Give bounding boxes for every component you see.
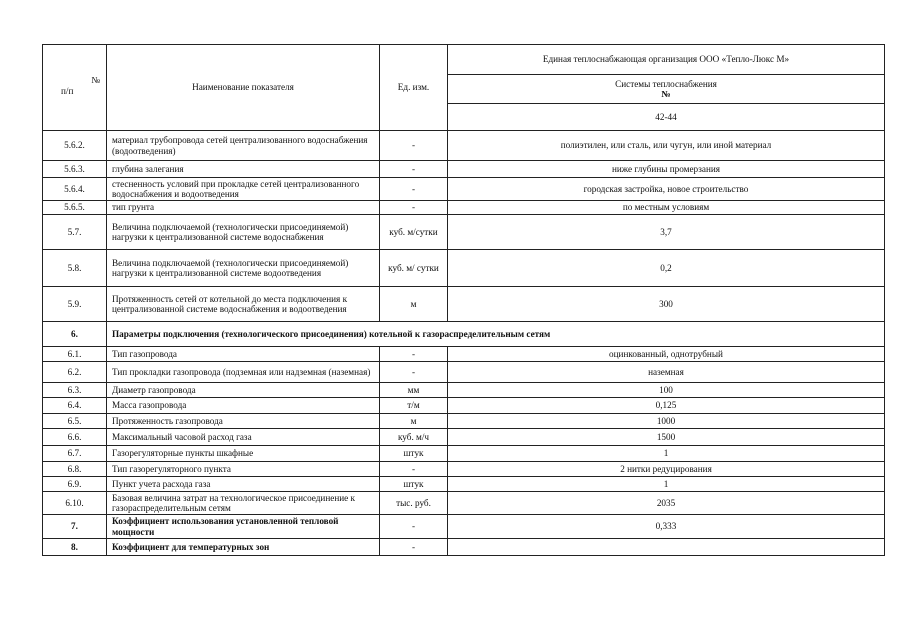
section-row (43, 322, 885, 347)
indicator-value: 2 нитки редуцирования (448, 462, 885, 477)
row-number: 5.7. (43, 215, 107, 250)
indicator-unit: куб. м/сутки (380, 215, 448, 250)
indicator-value: наземная (448, 362, 885, 383)
indicator-name: Пункт учета расхода газа (107, 477, 380, 492)
table-row (43, 362, 885, 383)
table-row (43, 398, 885, 414)
row-number: 5.6.5. (43, 201, 107, 215)
header-system-id-cell: 42-44 (448, 104, 885, 131)
row-number: 5.9. (43, 287, 107, 322)
table-row (43, 492, 885, 515)
table-row (43, 250, 885, 287)
table-row (43, 383, 885, 398)
indicator-name: Величина подключаемой (технологически присоединяемой) нагрузки к централизованной системе водоотведения (107, 250, 380, 287)
table-row (43, 131, 885, 161)
row-number: 6.2. (43, 362, 107, 383)
header-row-1 (43, 45, 885, 75)
row-number: 6.5. (43, 414, 107, 429)
table-row (43, 539, 885, 556)
indicator-name: Тип газорегуляторного пункта (107, 462, 380, 477)
indicator-name: Величина подключаемой (технологически присоединяемой) нагрузки к централизованной системе водоснабжения (107, 215, 380, 250)
indicator-name: Газорегуляторные пункты шкафные (107, 446, 380, 462)
table-row (43, 477, 885, 492)
indicators-table-body (43, 45, 885, 556)
table-row (43, 161, 885, 178)
header-org-cell: Единая теплоснабжающая организация ООО «Тепло-Люкс М» (448, 45, 885, 75)
indicator-value: 100 (448, 383, 885, 398)
indicator-name: Максимальный часовой расход газа (107, 429, 380, 446)
indicators-table (42, 44, 885, 556)
table-row (43, 414, 885, 429)
row-number: 6.6. (43, 429, 107, 446)
indicator-unit: - (380, 201, 448, 215)
row-number: 6.4. (43, 398, 107, 414)
indicator-unit: м (380, 414, 448, 429)
indicator-name: Коэффициент для температурных зон (107, 539, 380, 556)
indicator-name: Базовая величина затрат на технологическое присоединение к газораспределительным сетям (107, 492, 380, 515)
table-row (43, 287, 885, 322)
indicator-value: по местным условиям (448, 201, 885, 215)
indicator-unit: штук (380, 446, 448, 462)
row-number: 7. (43, 515, 107, 539)
indicator-value: оцинкованный, однотрубный (448, 347, 885, 362)
indicator-unit: - (380, 161, 448, 178)
indicator-name: стесненность условий при прокладке сетей централизованного водоснабжения и водоотведения (107, 178, 380, 201)
indicator-unit: штук (380, 477, 448, 492)
header-num-symbol: № (91, 75, 100, 85)
indicator-value: 1 (448, 477, 885, 492)
indicator-unit: - (380, 515, 448, 539)
table-row (43, 201, 885, 215)
row-number: 6.10. (43, 492, 107, 515)
indicator-unit: м (380, 287, 448, 322)
indicator-unit: - (380, 462, 448, 477)
row-number: 5.8. (43, 250, 107, 287)
indicator-unit: - (380, 178, 448, 201)
row-number: 6. (43, 322, 107, 347)
indicator-value: 1000 (448, 414, 885, 429)
indicator-value: городская застройка, новое строительство (448, 178, 885, 201)
indicator-unit: куб. м/ сутки (380, 250, 448, 287)
indicator-unit: тыс. руб. (380, 492, 448, 515)
row-number: 5.6.2. (43, 131, 107, 161)
indicator-name: Диаметр газопровода (107, 383, 380, 398)
indicator-unit: - (380, 362, 448, 383)
row-number: 6.3. (43, 383, 107, 398)
indicator-value: ниже глубины промерзания (448, 161, 885, 178)
indicator-value: 300 (448, 287, 885, 322)
indicator-unit: - (380, 347, 448, 362)
header-systems-label: Системы теплоснабжения (615, 78, 717, 89)
indicator-value: 1500 (448, 429, 885, 446)
table-row (43, 515, 885, 539)
indicator-name: глубина залегания (107, 161, 380, 178)
indicator-value: 0,125 (448, 398, 885, 414)
row-number: 8. (43, 539, 107, 556)
indicator-value: 2035 (448, 492, 885, 515)
row-number: 6.7. (43, 446, 107, 462)
indicator-unit: т/м (380, 398, 448, 414)
row-number: 5.6.4. (43, 178, 107, 201)
row-number: 6.8. (43, 462, 107, 477)
indicator-unit: - (380, 539, 448, 556)
indicator-name: тип грунта (107, 201, 380, 215)
header-num-cell (43, 45, 107, 131)
indicator-unit: мм (380, 383, 448, 398)
indicator-value: 3,7 (448, 215, 885, 250)
indicator-unit: - (380, 131, 448, 161)
indicator-value: 1 (448, 446, 885, 462)
indicator-name: материал трубопровода сетей централизованного водоснабжения (водоотведения) (107, 131, 380, 161)
row-number: 5.6.3. (43, 161, 107, 178)
indicator-name: Протяженность газопровода (107, 414, 380, 429)
indicator-value: 0,2 (448, 250, 885, 287)
header-num-pp: п/п (61, 86, 74, 96)
table-row (43, 446, 885, 462)
indicator-value: 0,333 (448, 515, 885, 539)
header-unit-cell: Ед. изм. (380, 45, 448, 131)
table-row (43, 178, 885, 201)
section-title: Параметры подключения (технологического присоединения) котельной к газораспределительным сетям (107, 322, 885, 347)
header-systems-no: № (661, 89, 671, 99)
indicator-name: Масса газопровода (107, 398, 380, 414)
row-number: 6.1. (43, 347, 107, 362)
table-row (43, 429, 885, 446)
indicator-name: Тип газопровода (107, 347, 380, 362)
header-name-cell: Наименование показателя (107, 45, 380, 131)
header-systems-cell (448, 75, 885, 104)
table-row (43, 462, 885, 477)
row-number: 6.9. (43, 477, 107, 492)
indicator-name: Коэффициент использования установленной тепловой мощности (107, 515, 380, 539)
indicator-name: Тип прокладки газопровода (подземная или надземная (наземная) (107, 362, 380, 383)
table-row (43, 215, 885, 250)
indicator-name: Протяженность сетей от котельной до места подключения к централизованной системе водоснабжения и водоотведения (107, 287, 380, 322)
indicator-unit: куб. м/ч (380, 429, 448, 446)
table-row (43, 347, 885, 362)
indicator-value: полиэтилен, или сталь, или чугун, или иной материал (448, 131, 885, 161)
indicator-value (448, 539, 885, 556)
